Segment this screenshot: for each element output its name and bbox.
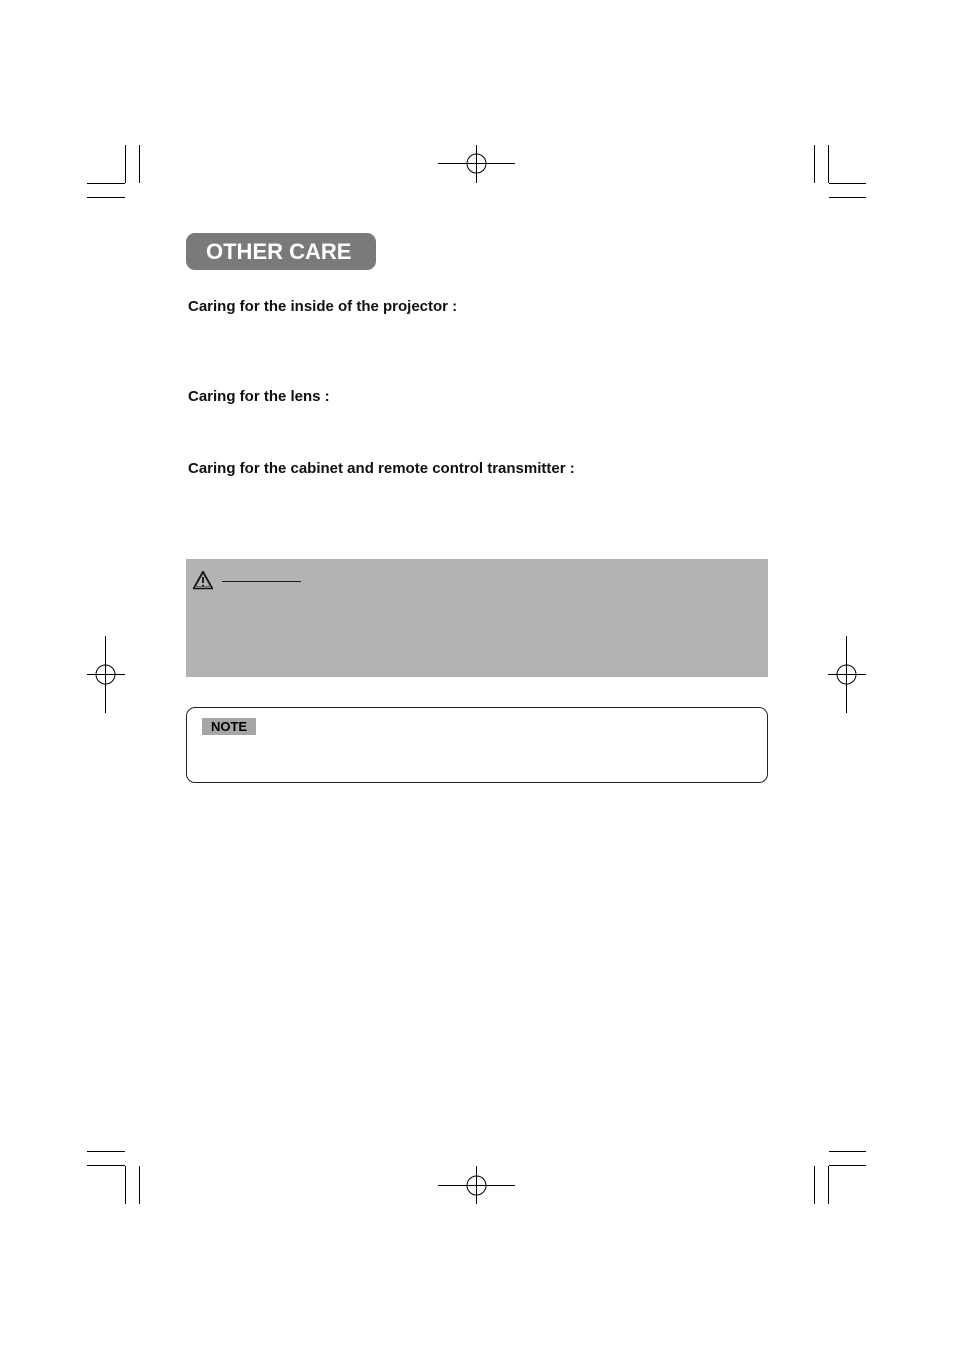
registration-mark-right: [828, 636, 866, 713]
page-title: OTHER CARE: [186, 233, 376, 270]
note-badge: NOTE: [202, 718, 256, 735]
crop-mark-bottom-left: [87, 1152, 140, 1205]
registration-mark-bottom: [438, 1166, 515, 1204]
heading-inside-projector: Caring for the inside of the projector :: [188, 298, 458, 315]
caution-box: [186, 559, 768, 677]
crop-mark-top-left: [87, 145, 140, 198]
warning-triangle-icon: [192, 570, 214, 590]
registration-mark-left: [87, 636, 125, 713]
caution-label: [222, 569, 301, 582]
registration-mark-top: [438, 145, 515, 183]
note-box: [186, 707, 768, 783]
crop-mark-top-right: [815, 145, 867, 198]
heading-cabinet-remote: Caring for the cabinet and remote control transmitter :: [188, 460, 575, 477]
heading-lens: Caring for the lens :: [188, 388, 330, 405]
crop-mark-bottom-right: [815, 1152, 867, 1205]
